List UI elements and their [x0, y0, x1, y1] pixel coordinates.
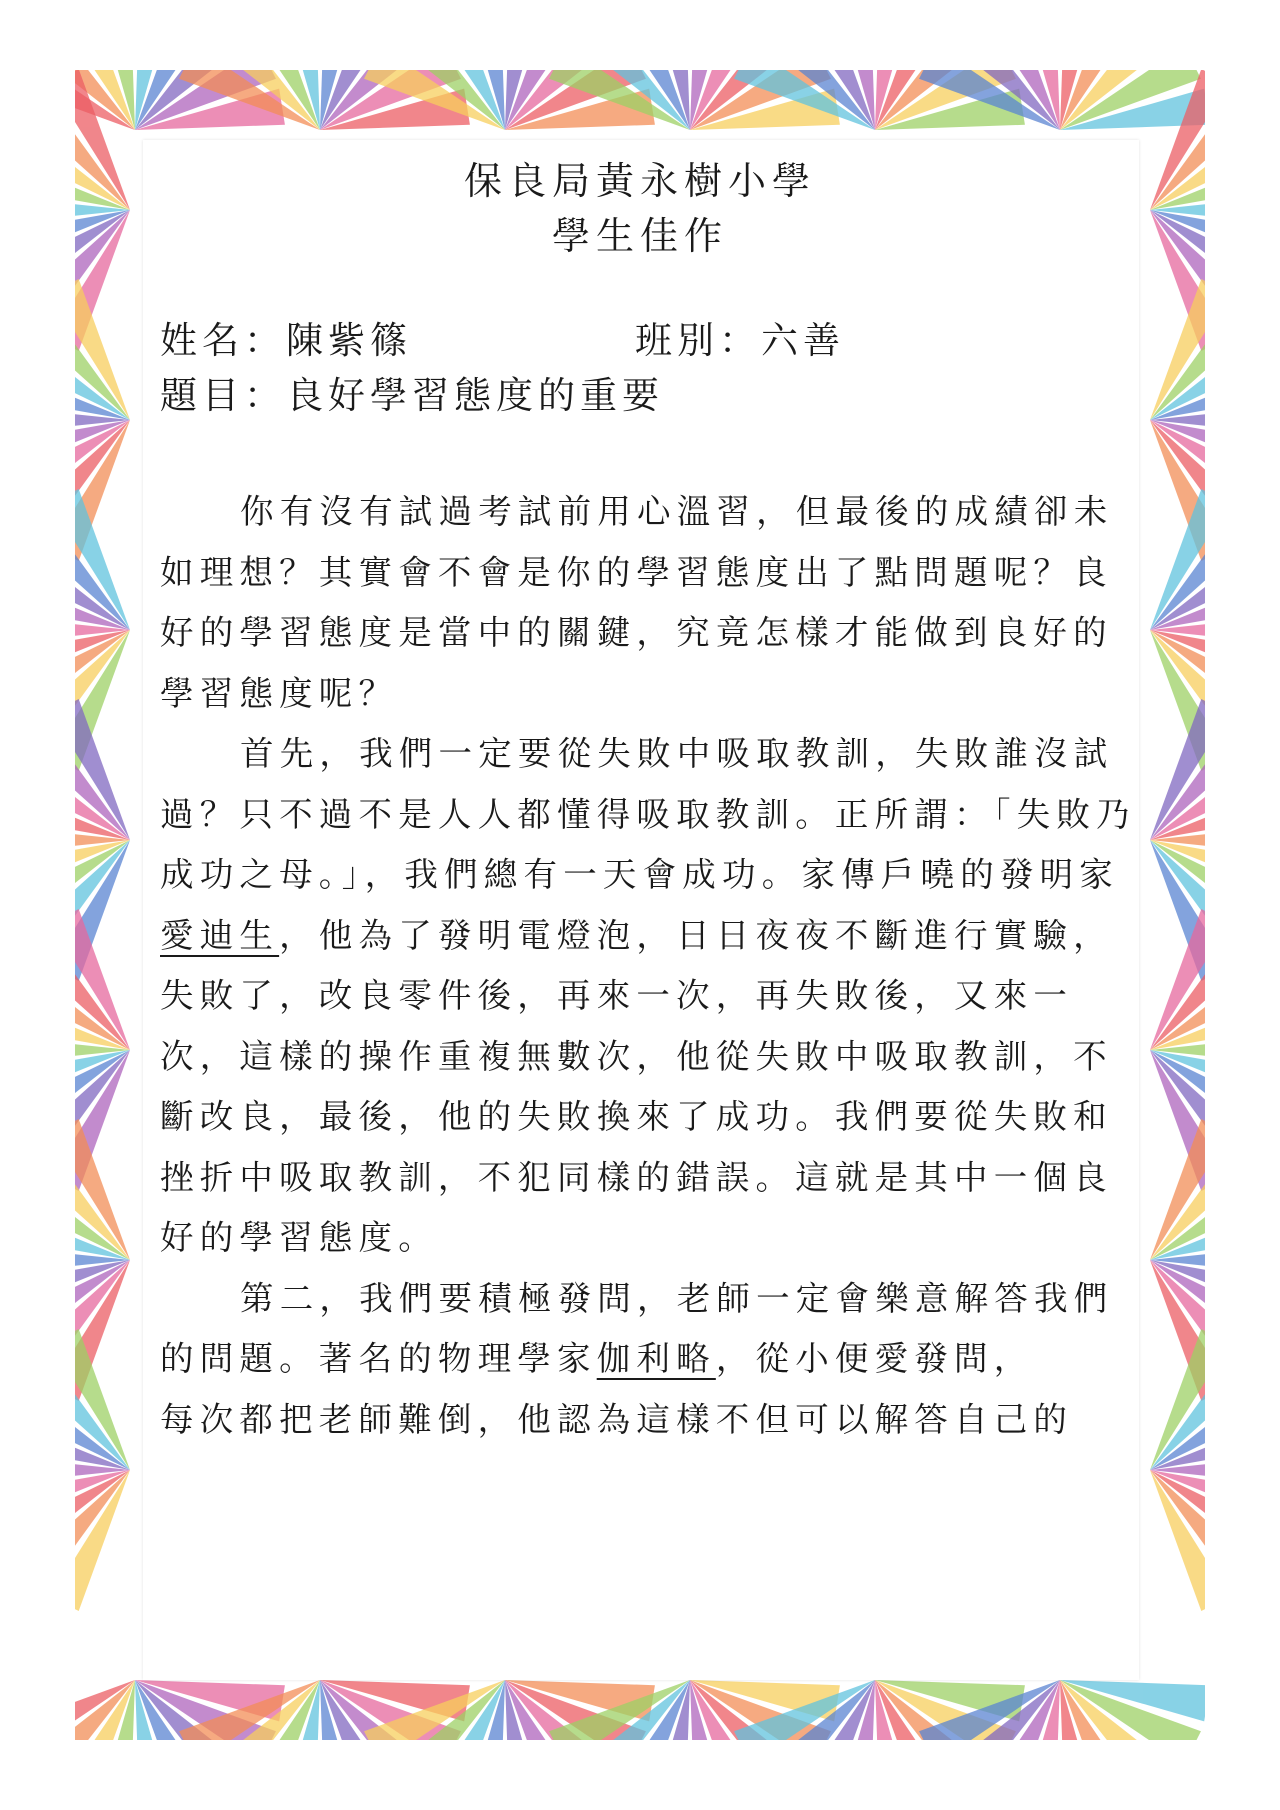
border-stripe	[1150, 509, 1261, 630]
topic-row	[160, 365, 664, 419]
border-stripe	[19, 299, 130, 420]
essay-line: 斷改良，最後，他的失敗換來了成功。我們要從失敗和	[160, 1097, 1113, 1136]
border-stripe	[19, 1260, 130, 1381]
border-stripe	[1150, 1470, 1261, 1591]
border-stripe	[17, 1680, 135, 1798]
essay-line: 次，這樣的操作重複無數次，他從失敗中吸取教訓，不	[160, 1036, 1113, 1076]
class-label: 班別：	[635, 319, 761, 362]
school-name: 保良局黃永樹小學	[463, 159, 816, 203]
essay-line: 如理想？其實會不會是你的學習態度出了點問題呢？良	[160, 552, 1113, 592]
border-stripe	[1150, 1349, 1261, 1470]
border-stripe	[19, 509, 130, 630]
border-stripe	[19, 1139, 130, 1260]
name-label: 姓名：	[160, 319, 286, 362]
essay-line-rest: ，他為了發明電燈泡，日日夜夜不斷進行實驗，	[279, 915, 1113, 955]
class-value: 六善	[761, 319, 845, 362]
essay-line: 你有沒有試過考試前用心溫習，但最後的成績卻未	[240, 492, 1114, 531]
border-stripe	[19, 1470, 130, 1591]
essay-line: 第二，我們要積極發問，老師一定會樂意解答我們	[240, 1278, 1114, 1318]
border-stripe	[19, 719, 130, 840]
essay-line	[160, 1329, 1120, 1390]
edison-name: 愛迪生	[160, 915, 280, 955]
name-value: 陳紫篠	[286, 319, 412, 362]
border-stripe	[1150, 299, 1261, 420]
essay-line: 好的學習態度。	[160, 1218, 438, 1257]
name-row	[160, 310, 412, 364]
border-stripe	[1150, 630, 1261, 751]
class-row	[635, 310, 845, 364]
essay-line: 首先，我們一定要從失敗中吸取教訓，失敗誰沒試	[240, 734, 1114, 773]
essay-line: 成功之母。」，我們總有一天會成功。家傳戶曉的發明家	[160, 855, 1119, 894]
essay-line-rest: ，從小便愛發問，	[715, 1339, 1034, 1378]
essay-line: 失敗了，改良零件後，再來一次，再失敗後，又來一	[160, 976, 1074, 1015]
topic-label: 題目：	[160, 374, 286, 417]
border-stripe	[1150, 420, 1261, 541]
document-heading: 學生佳作	[551, 214, 728, 258]
essay-line: 挫折中吸取教訓，不犯同樣的錯誤。這就是其中一個良	[160, 1157, 1113, 1197]
border-stripe	[1150, 929, 1261, 1050]
topic-value: 良好學習態度的重要	[286, 374, 664, 417]
essay-body	[160, 482, 1136, 1450]
border-stripe	[1150, 840, 1261, 961]
border-stripe	[19, 1050, 130, 1171]
border-stripe	[1150, 1260, 1261, 1381]
border-stripe	[19, 929, 130, 1050]
essay-line: 過？只不過不是人人都懂得吸取教訓。正所謂：「失敗乃	[160, 794, 1136, 834]
border-stripe	[19, 840, 130, 961]
essay-line: 學習態度呢？	[160, 673, 399, 713]
border-stripe	[19, 420, 130, 541]
essay-line	[160, 906, 1120, 967]
border-stripe	[1150, 1139, 1261, 1260]
border-stripe	[19, 1349, 130, 1470]
essay-line: 每次都把老師難倒，他認為這樣不但可以解答自己的	[160, 1399, 1074, 1439]
border-stripe	[1150, 1050, 1261, 1171]
border-stripe	[1150, 719, 1261, 840]
essay-line-start: 的問題。著名的物理學家	[160, 1339, 597, 1378]
essay-line: 好的學習態度是當中的關鍵，究竟怎樣才能做到良好的	[160, 613, 1113, 652]
border-stripe	[19, 630, 130, 751]
galileo-name: 伽利略	[596, 1339, 716, 1378]
